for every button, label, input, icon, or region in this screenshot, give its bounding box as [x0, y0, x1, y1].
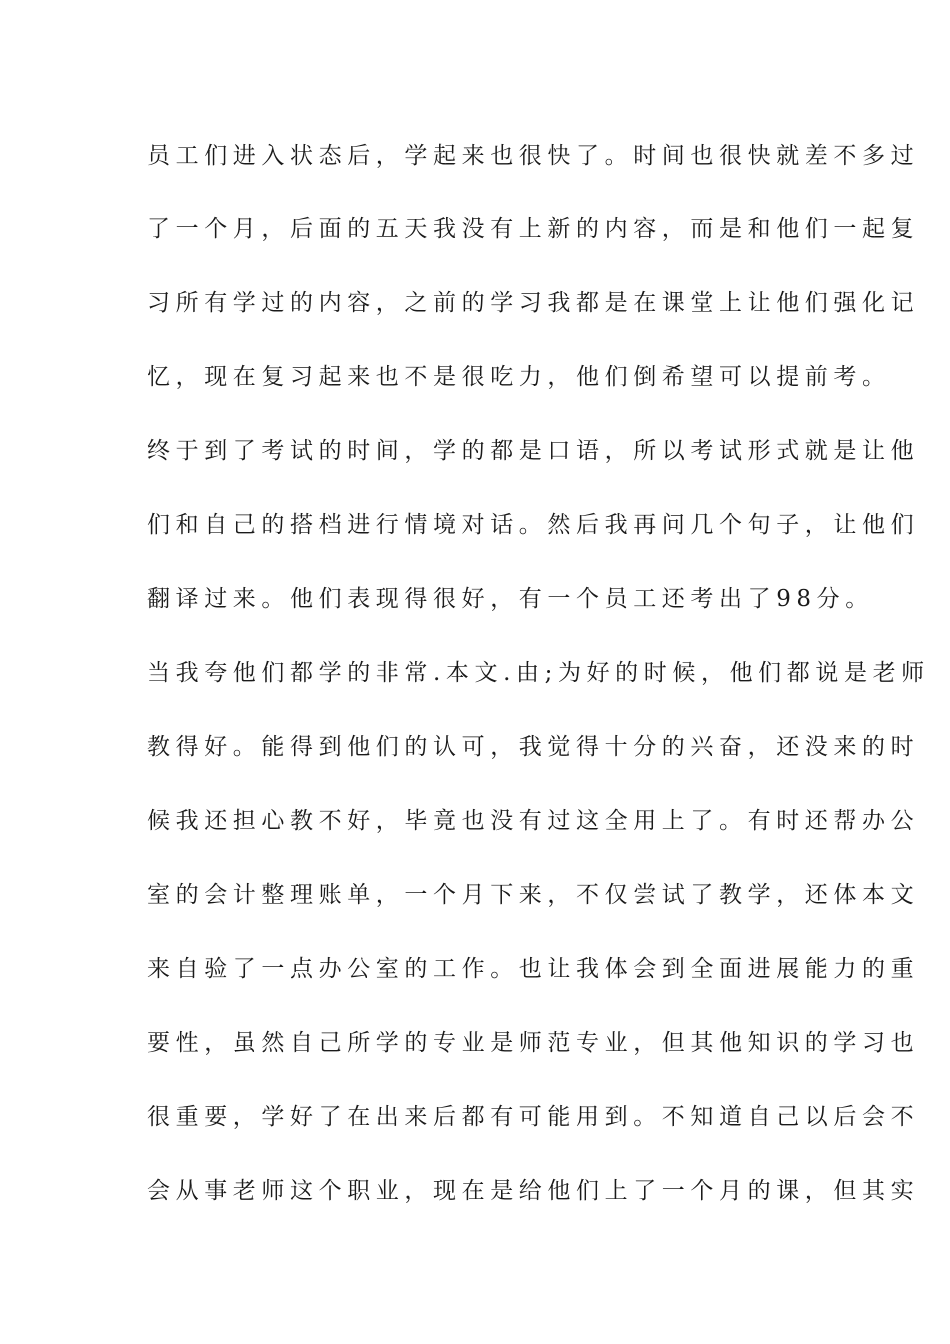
text-line: 当我夸他们都学的非常.本文.由;为好的时候，他们都说是老师: [147, 660, 930, 686]
text-line: 教得好。能得到他们的认可，我觉得十分的兴奋，还没来的时: [147, 734, 920, 760]
text-line: 习所有学过的内容，之前的学习我都是在课堂上让他们强化记: [147, 290, 920, 316]
text-line: 会从事老师这个职业，现在是给他们上了一个月的课，但其实: [147, 1178, 920, 1204]
text-line: 员工们进入状态后，学起来也很快了。时间也很快就差不多过: [147, 143, 920, 169]
text-line: 忆，现在复习起来也不是很吃力，他们倒希望可以提前考。: [147, 364, 891, 390]
text-line: 很重要，学好了在出来后都有可能用到。不知道自己以后会不: [147, 1104, 920, 1130]
text-line: 翻译过来。他们表现得很好，有一个员工还考出了98分。: [147, 586, 874, 612]
text-line: 终于到了考试的时间，学的都是口语，所以考试形式就是让他: [147, 438, 920, 464]
text-line: 来自验了一点办公室的工作。也让我体会到全面进展能力的重: [147, 956, 920, 982]
text-line: 候我还担心教不好，毕竟也没有过这全用上了。有时还帮办公: [147, 808, 920, 834]
text-line: 们和自己的搭档进行情境对话。然后我再问几个句子，让他们: [147, 512, 920, 538]
text-line: 要性，虽然自己所学的专业是师范专业，但其他知识的学习也: [147, 1030, 920, 1056]
text-line: 室的会计整理账单，一个月下来，不仅尝试了教学，还体本文: [147, 882, 920, 908]
text-line: 了一个月，后面的五天我没有上新的内容，而是和他们一起复: [147, 216, 920, 242]
